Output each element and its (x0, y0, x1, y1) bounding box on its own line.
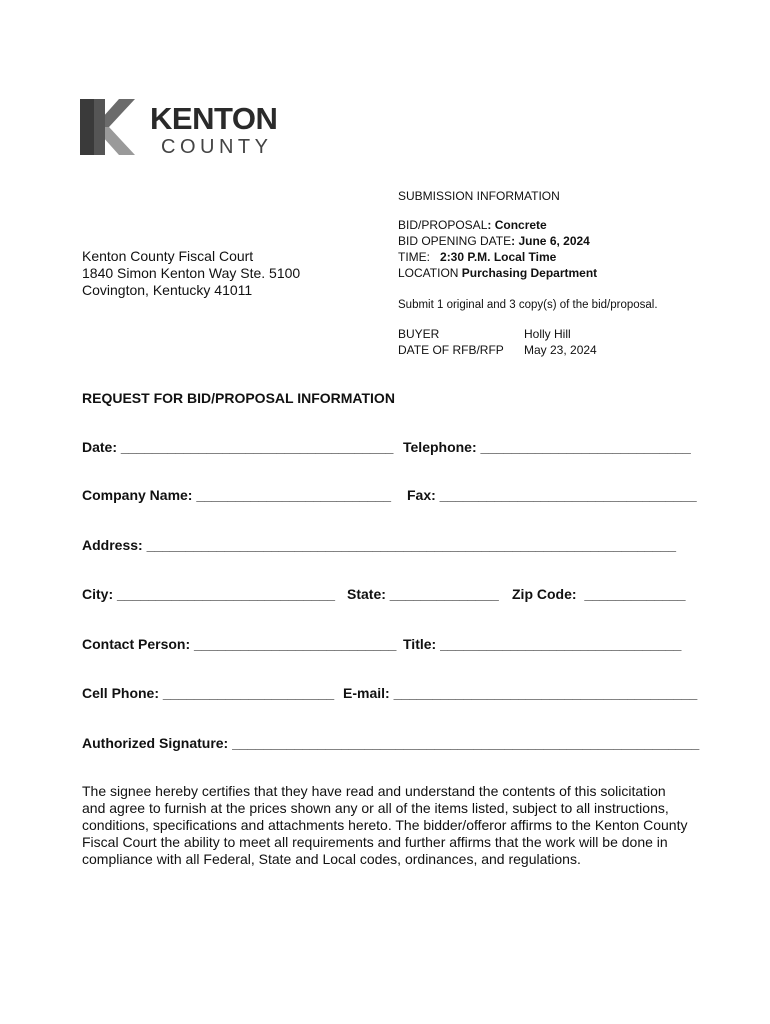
logo-text-county: COUNTY (161, 136, 273, 158)
title-field[interactable]: Title: _______________________________ (403, 636, 682, 652)
copies-note: Submit 1 original and 3 copy(s) of the bid/proposal. (398, 299, 658, 311)
k-mark-icon (79, 97, 139, 157)
buyer-block (398, 326, 597, 358)
zip-code-field[interactable]: Zip Code: _____________ (512, 586, 686, 602)
location-row: LOCATION Purchasing Department (398, 266, 598, 280)
certification-paragraph: The signee hereby certifies that they have read and understand the contents of this solicitation and agree to furnish at the prices shown any or all of the items listed, subject to all instructions, conditions, specifications and attachments hereto. The bidder/offeror affirms to the Kenton County Fiscal Court the ability to meet all requirements and further affirms that the work will be done in compliance with all Federal, State and Local codes, ordinances, and regulations. (82, 783, 688, 867)
email-field[interactable]: E-mail: _______________________________________ (343, 685, 698, 701)
state-field[interactable]: State: ______________ (347, 586, 499, 602)
submission-details (398, 217, 597, 281)
contact-person-field[interactable]: Contact Person: __________________________ (82, 636, 397, 652)
city-field[interactable]: City: ____________________________ (82, 586, 336, 602)
date-field[interactable]: Date: ___________________________________ (82, 439, 394, 455)
form-heading: REQUEST FOR BID/PROPOSAL INFORMATION (82, 390, 395, 406)
bid-opening-row: BID OPENING DATE: June 6, 2024 (398, 234, 590, 248)
bid-proposal-row: BID/PROPOSAL: Concrete (398, 218, 547, 232)
telephone-field[interactable]: Telephone: ___________________________ (403, 439, 691, 455)
mailing-address: Kenton County Fiscal Court 1840 Simon Kenton Way Ste. 5100 Covington, Kentucky 41011 (82, 248, 301, 298)
logo-text-kenton: KENTON (150, 101, 278, 136)
submission-title: SUBMISSION INFORMATION (398, 189, 560, 203)
company-name-field[interactable]: Company Name: _________________________ (82, 487, 392, 503)
address-field[interactable]: Address: ____________________________________________________________________ (82, 537, 677, 553)
authorized-signature-field[interactable]: Authorized Signature: ____________________________________________________________ (82, 735, 700, 751)
fax-field[interactable]: Fax: _________________________________ (407, 487, 697, 503)
rfb-date-row: DATE OF RFB/RFP May 23, 2024 (398, 343, 597, 357)
cell-phone-field[interactable]: Cell Phone: ______________________ (82, 685, 335, 701)
buyer-row: BUYER Holly Hill (398, 327, 571, 341)
time-row: TIME: 2:30 P.M. Local Time (398, 250, 557, 264)
